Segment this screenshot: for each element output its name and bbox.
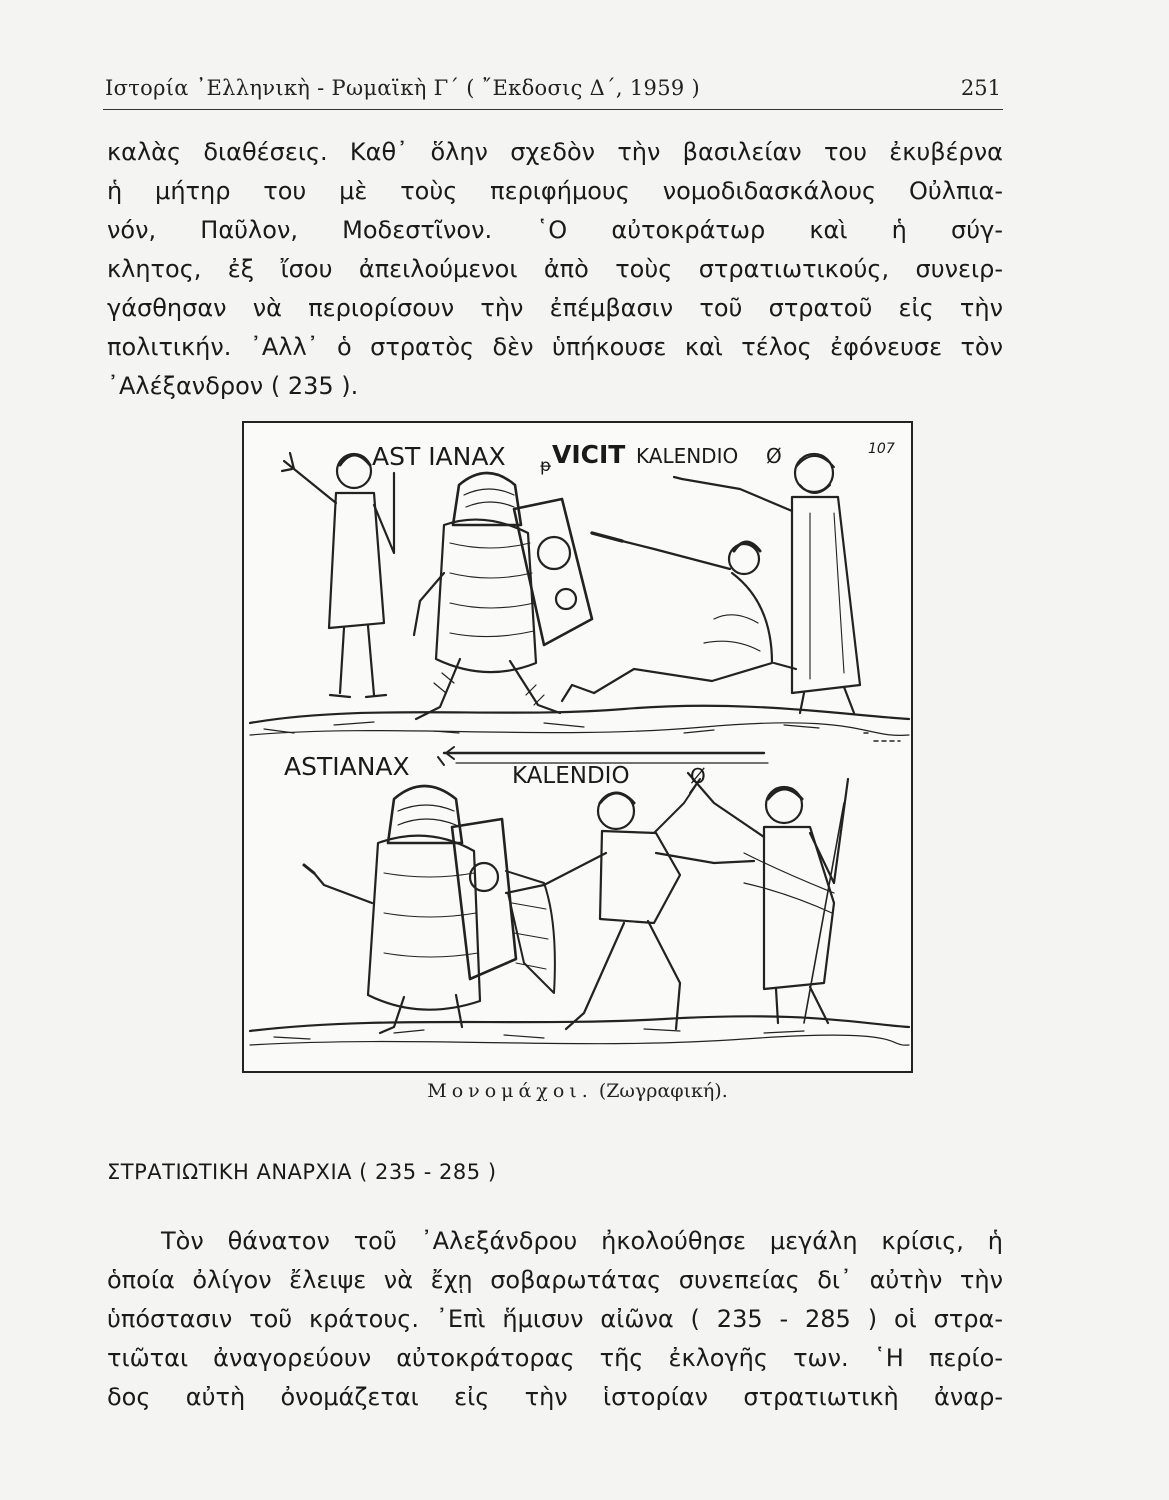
inscription-small-mark: ᵽ	[540, 456, 552, 476]
text-line: νόν, Παῦλον, Μοδεστῖνον. ῾Ο αὐτοκράτωρ καὶ ἡ σύγ-	[107, 216, 1003, 244]
caption-word: Μονομάχοι.	[427, 1080, 593, 1102]
inscription-kalendio-top: KALENDIO	[636, 444, 739, 468]
illustration-drawing	[244, 423, 913, 1073]
running-header	[103, 70, 1003, 110]
paragraph-1	[107, 133, 1003, 406]
gladiator-illustration	[242, 421, 913, 1073]
page-number: 251	[960, 76, 1001, 100]
figure-caption	[242, 1080, 913, 1102]
inscription-kalendio-bottom: KALENDIO	[512, 763, 630, 789]
caption-note: (Ζωγραφική).	[598, 1080, 728, 1102]
text-line: κλητος, ἐξ ἴσου ἀπειλούμενοι ἀπὸ τοὺς στρατιωτικούς, συνειρ-	[107, 255, 1003, 283]
text-line: δος αὐτὴ ὀνομάζεται εἰς τὴν ἱστορίαν στρατιωτικὴ ἀναρ-	[107, 1383, 1003, 1411]
inscription-null-mark-bottom: Ø	[690, 764, 706, 788]
inscription-astianax-bottom: ASTIANAX	[284, 752, 410, 781]
text-line: Τὸν θάνατον τοῦ ᾿Αλεξάνδρου ἠκολούθησε μεγάλη κρίσις, ἡ	[161, 1227, 1003, 1255]
header-rule	[103, 109, 1003, 110]
text-line: πολιτικήν. ᾿Αλλ᾿ ὁ στρατὸς δὲν ὑπήκουσε καὶ τέλος ἐφόνευσε τὸν	[107, 333, 1003, 361]
corner-number: 107	[868, 441, 895, 457]
text-line: ὑπόστασιν τοῦ κράτους. ᾿Επὶ ἥμισυν αἰῶνα ( 235 - 285 ) οἱ στρα-	[107, 1305, 1003, 1333]
text-line: καλὰς διαθέσεις. Καθ᾿ ὅλην σχεδὸν τὴν βασιλείαν του ἐκυβέρνα	[107, 138, 1003, 166]
inscription-vicit: VICIT	[552, 440, 626, 469]
text-line: τιῶται ἀναγορεύουν αὐτοκράτορας τῆς ἐκλογῆς των. ῾Η περίο-	[107, 1344, 1003, 1372]
text-line: ᾿Αλέξανδρον ( 235 ).	[107, 372, 359, 400]
text-line: γάσθησαν νὰ περιορίσουν τὴν ἐπέμβασιν τοῦ στρατοῦ εἰς τὴν	[107, 294, 1003, 322]
paragraph-2	[107, 1222, 1003, 1417]
text-line: ἡ μήτηρ του μὲ τοὺς περιφήμους νομοδιδασκάλους Οὐλπια-	[107, 177, 1003, 205]
text-line: ὁποία ὀλίγον ἔλειψε νὰ ἔχῃ σοβαρωτάτας συνεπείας δι᾿ αὐτὴν τὴν	[107, 1266, 1003, 1294]
running-title: Ιστορία ᾿Ελληνικὴ - Ρωμαϊκὴ Γ΄ ( ῎Εκδοσις Δ΄, 1959 )	[105, 76, 700, 100]
section-title: ΣΤΡΑΤΙΩΤΙΚΗ ΑΝΑΡΧΙΑ ( 235 - 285 )	[107, 1160, 497, 1184]
inscription-null-mark-top: Ø	[766, 444, 782, 468]
inscription-astianax-top: AST IANAX	[372, 442, 506, 471]
